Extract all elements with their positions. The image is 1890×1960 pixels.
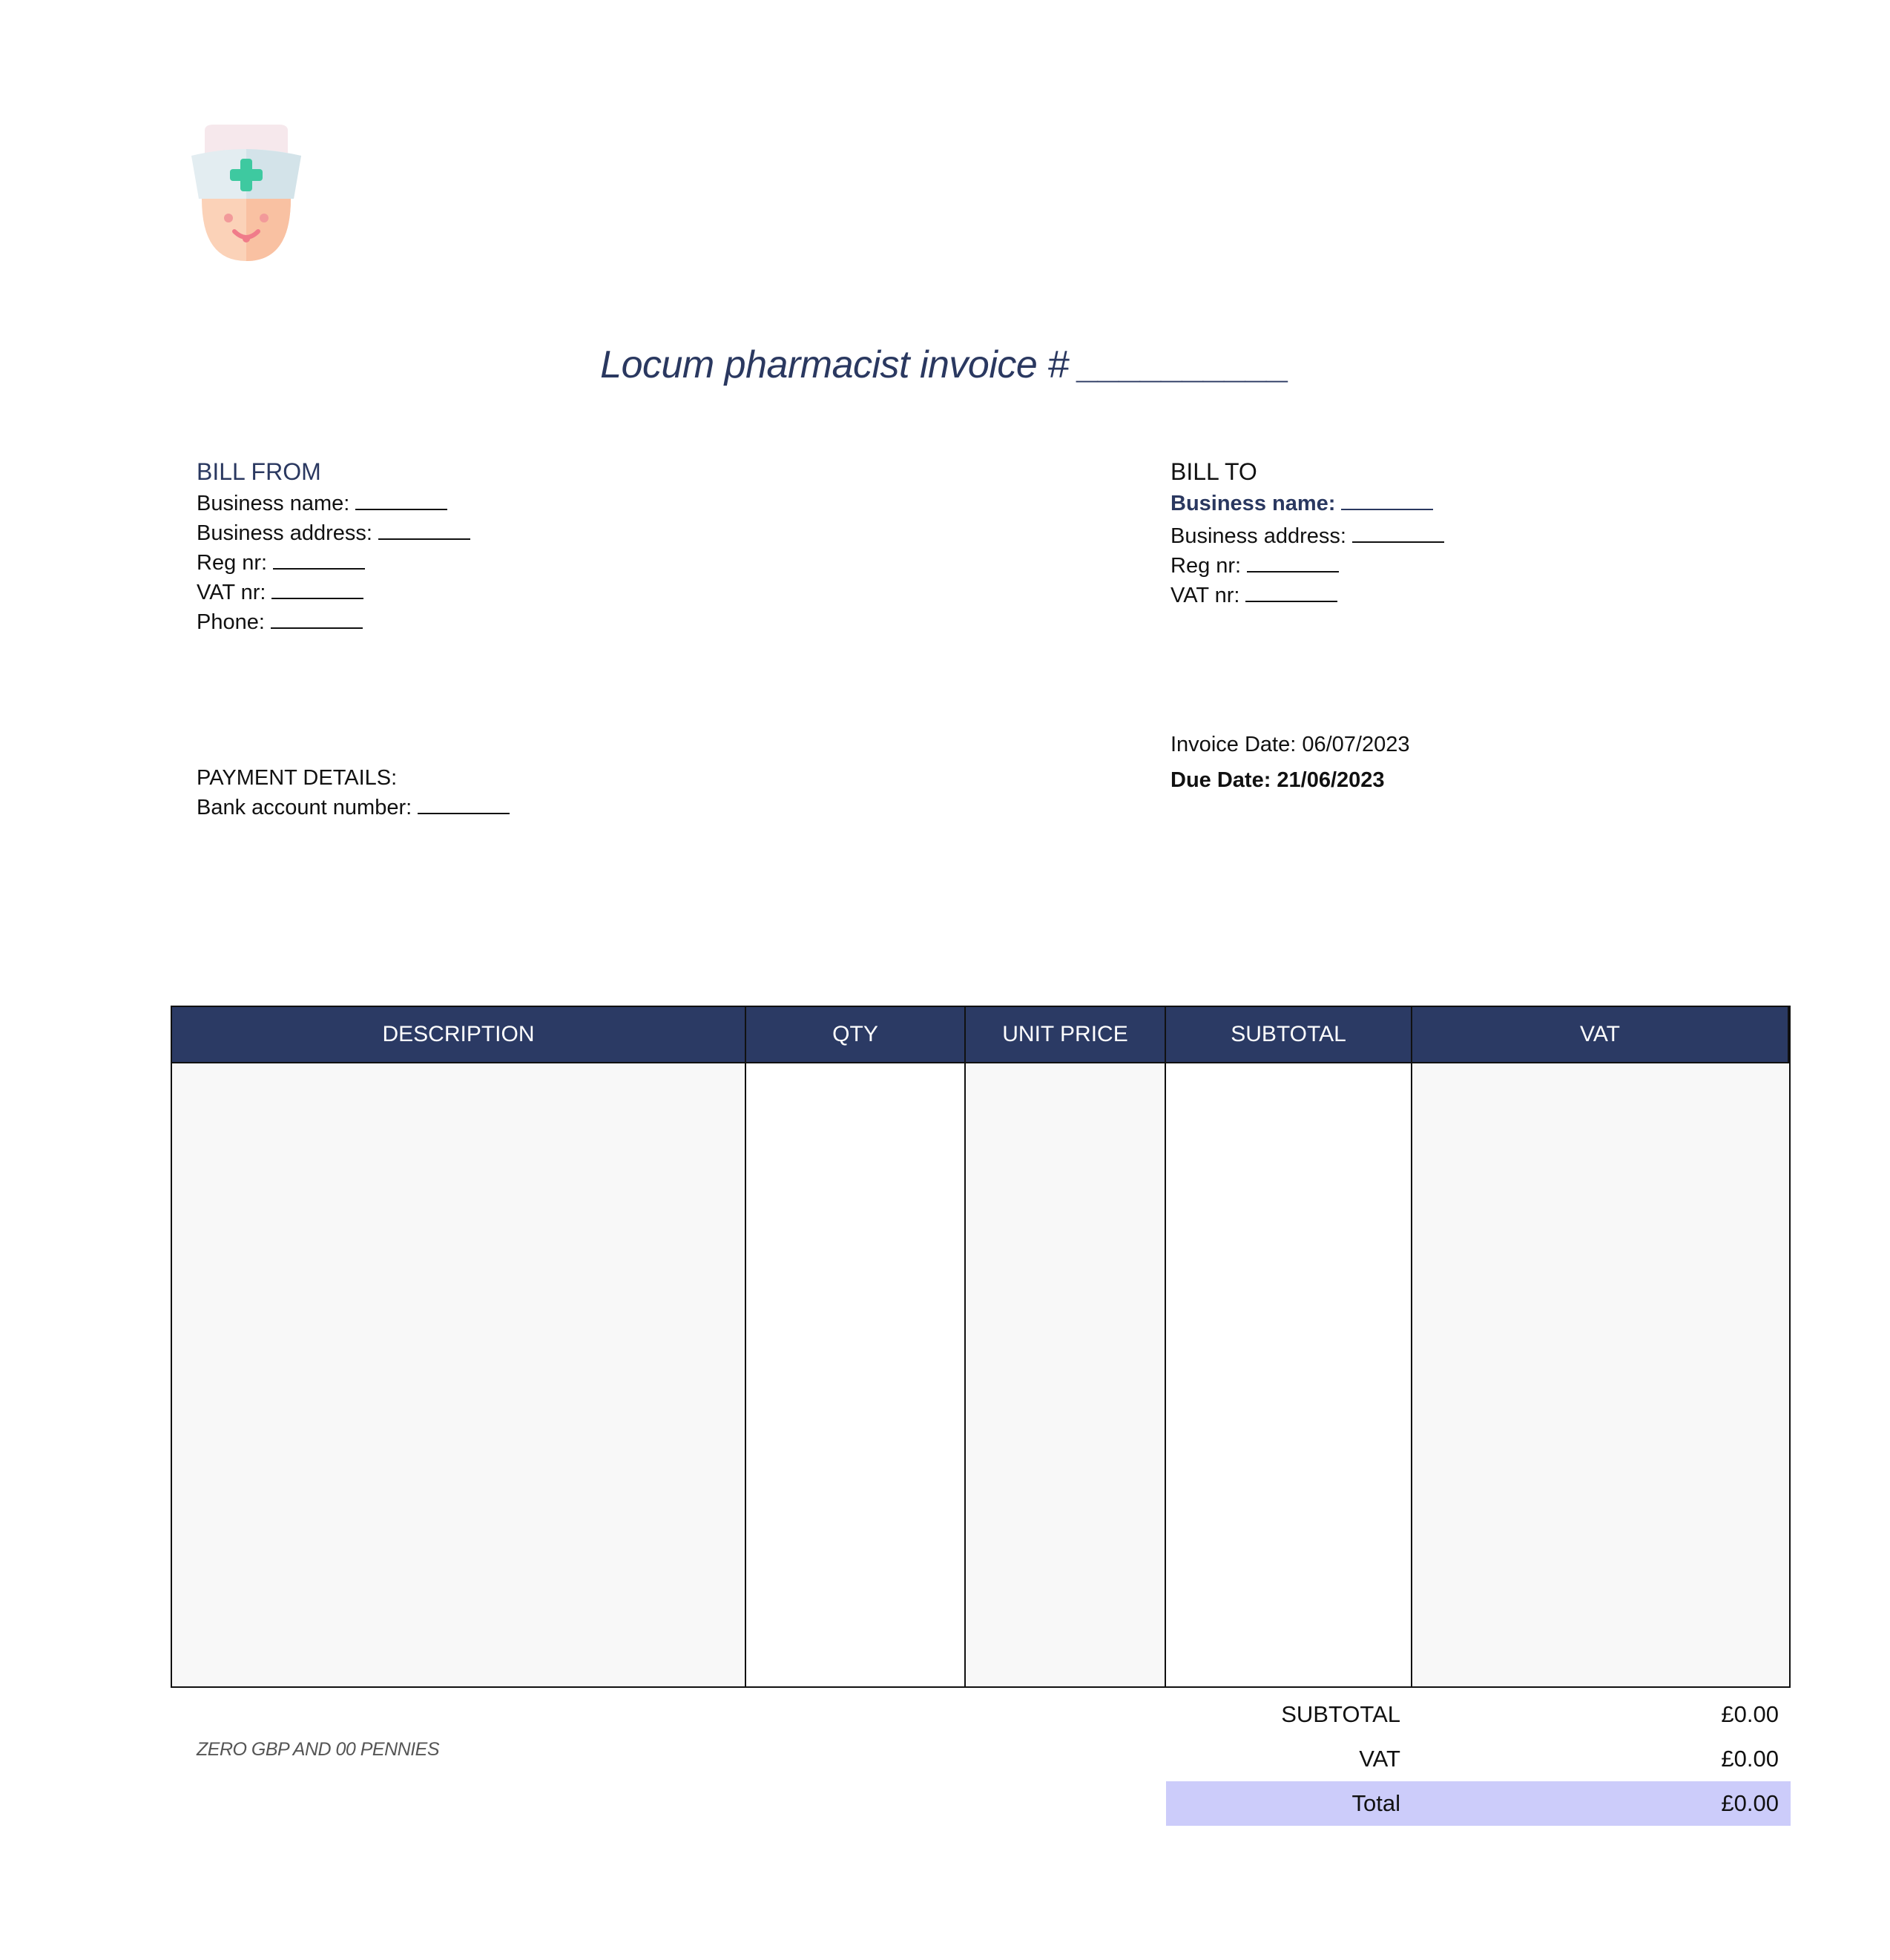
bill-from-heading: BILL FROM xyxy=(197,458,321,485)
vat-label: VAT xyxy=(1359,1746,1400,1772)
bill-to-business-address[interactable]: Business address: xyxy=(1170,521,1444,550)
invoice-title: Locum pharmacist invoice # __________ xyxy=(600,343,1290,386)
amount-in-words: ZERO GBP AND 00 PENNIES xyxy=(197,1739,440,1760)
subtotal-row xyxy=(1166,1692,1791,1737)
total-row xyxy=(1166,1781,1791,1826)
bill-from-section xyxy=(197,457,470,636)
column-header-qty: QTY xyxy=(746,1007,966,1063)
total-value: £0.00 xyxy=(1721,1790,1779,1816)
due-date: Due Date: 21/06/2023 xyxy=(1170,768,1385,792)
bill-to-reg-nr[interactable]: Reg nr: xyxy=(1170,550,1444,580)
subtotal-label: SUBTOTAL xyxy=(1281,1701,1400,1727)
pharmacist-logo-icon xyxy=(191,125,301,264)
column-header-subtotal: SUBTOTAL xyxy=(1166,1007,1412,1063)
qty-column-cells[interactable] xyxy=(746,1063,966,1686)
column-header-unit-price: UNIT PRICE xyxy=(966,1007,1166,1063)
bill-from-vat-nr[interactable]: VAT nr: xyxy=(197,577,470,607)
bill-from-reg-nr[interactable]: Reg nr: xyxy=(197,547,470,577)
payment-heading: PAYMENT DETAILS: xyxy=(197,766,398,790)
vat-row xyxy=(1166,1737,1791,1781)
column-header-description: DESCRIPTION xyxy=(172,1007,746,1063)
bank-account-number[interactable]: Bank account number: xyxy=(197,792,510,822)
bill-to-business-name[interactable]: Business name: xyxy=(1170,488,1444,518)
bill-to-section xyxy=(1170,457,1444,610)
invoice-dates xyxy=(1170,727,1409,798)
bill-from-business-name[interactable]: Business name: xyxy=(197,488,470,518)
invoice-date: Invoice Date: 06/07/2023 xyxy=(1170,733,1410,756)
bill-to-heading: BILL TO xyxy=(1170,458,1257,485)
bill-to-vat-nr[interactable]: VAT nr: xyxy=(1170,580,1444,610)
subtotal-value: £0.00 xyxy=(1721,1701,1779,1727)
description-column-cells[interactable] xyxy=(172,1063,746,1686)
totals-section xyxy=(1166,1692,1791,1826)
vat-column-cells[interactable] xyxy=(1412,1063,1789,1686)
vat-value: £0.00 xyxy=(1721,1746,1779,1772)
bill-from-business-address[interactable]: Business address: xyxy=(197,518,470,547)
payment-details xyxy=(197,764,510,822)
total-label: Total xyxy=(1351,1790,1400,1816)
items-table xyxy=(171,1006,1791,1688)
unit-price-column-cells[interactable] xyxy=(966,1063,1166,1686)
subtotal-column-cells[interactable] xyxy=(1166,1063,1412,1686)
column-header-vat: VAT xyxy=(1412,1007,1789,1063)
bill-from-phone[interactable]: Phone: xyxy=(197,607,470,636)
